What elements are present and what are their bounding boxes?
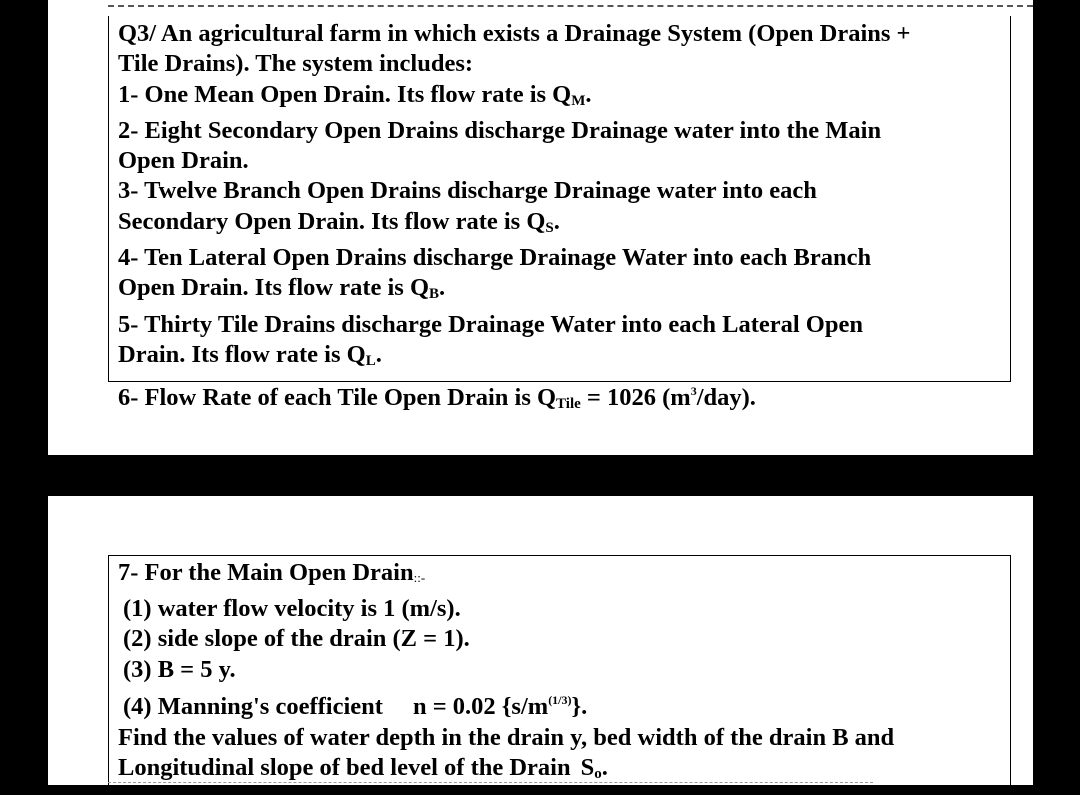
item-3-line1: 3- Twelve Branch Open Drains discharge Drainage water into each bbox=[118, 177, 817, 205]
condition-4: (4) Manning's coefficient n = 0.02 $\{s/m^{(1/3)}\}$. bbox=[123, 693, 588, 720]
item-6: 6- Flow Rate of each Tile Open Drain is $Q_{Tile} = 1026$ $(m^3/day)$. bbox=[118, 384, 756, 413]
question-panel-bottom bbox=[48, 496, 1033, 785]
part7-box bbox=[108, 555, 1011, 795]
item-1: 1- One Mean Open Drain. Its flow rate is $Q_M$. bbox=[118, 80, 592, 109]
dashed-separator bbox=[108, 5, 1033, 7]
item-5-line1: 5- Thirty Tile Drains discharge Drainage Water into each Lateral Open bbox=[118, 310, 863, 338]
dashed-separator-bottom bbox=[108, 782, 873, 783]
item-2-line1: 2- Eight Secondary Open Drains discharge Drainage water into the Main bbox=[118, 116, 882, 144]
find-line2: Longitudinal slope of bed level of the Drain $S_o$. bbox=[118, 754, 608, 782]
condition-2: (2) side slope of the drain (Z = 1). bbox=[123, 625, 470, 652]
item-3-line2: Secondary Open Drain. Its flow rate is $Q_S$. bbox=[118, 207, 560, 236]
find-line1: Find the values of water depth in the drain y, bed width of the drain B and bbox=[118, 723, 895, 751]
item-4-line2: Open Drain. Its flow rate is $Q_B$. bbox=[118, 274, 446, 303]
condition-1: (1) water flow velocity is 1 (m/s). bbox=[123, 594, 461, 622]
question-box bbox=[108, 16, 1011, 413]
item-2-line2: Open Drain. bbox=[118, 147, 249, 175]
condition-3: (3) B = 5 y. bbox=[123, 655, 236, 683]
question-title-line1: Q3/ An agricultural farm in which exists a Drainage System (Open Drains + bbox=[118, 20, 911, 47]
item-5-line2: Drain. Its flow rate is $Q_L$. bbox=[118, 340, 382, 369]
question-panel-top bbox=[48, 0, 1033, 455]
question-title-line2: Tile Drains). The system includes: bbox=[118, 50, 474, 78]
item-4-line1: 4- Ten Lateral Open Drains discharge Drainage Water into each Branch bbox=[118, 244, 872, 272]
part7-heading: 7- For the Main Open Drain::- bbox=[118, 559, 426, 586]
